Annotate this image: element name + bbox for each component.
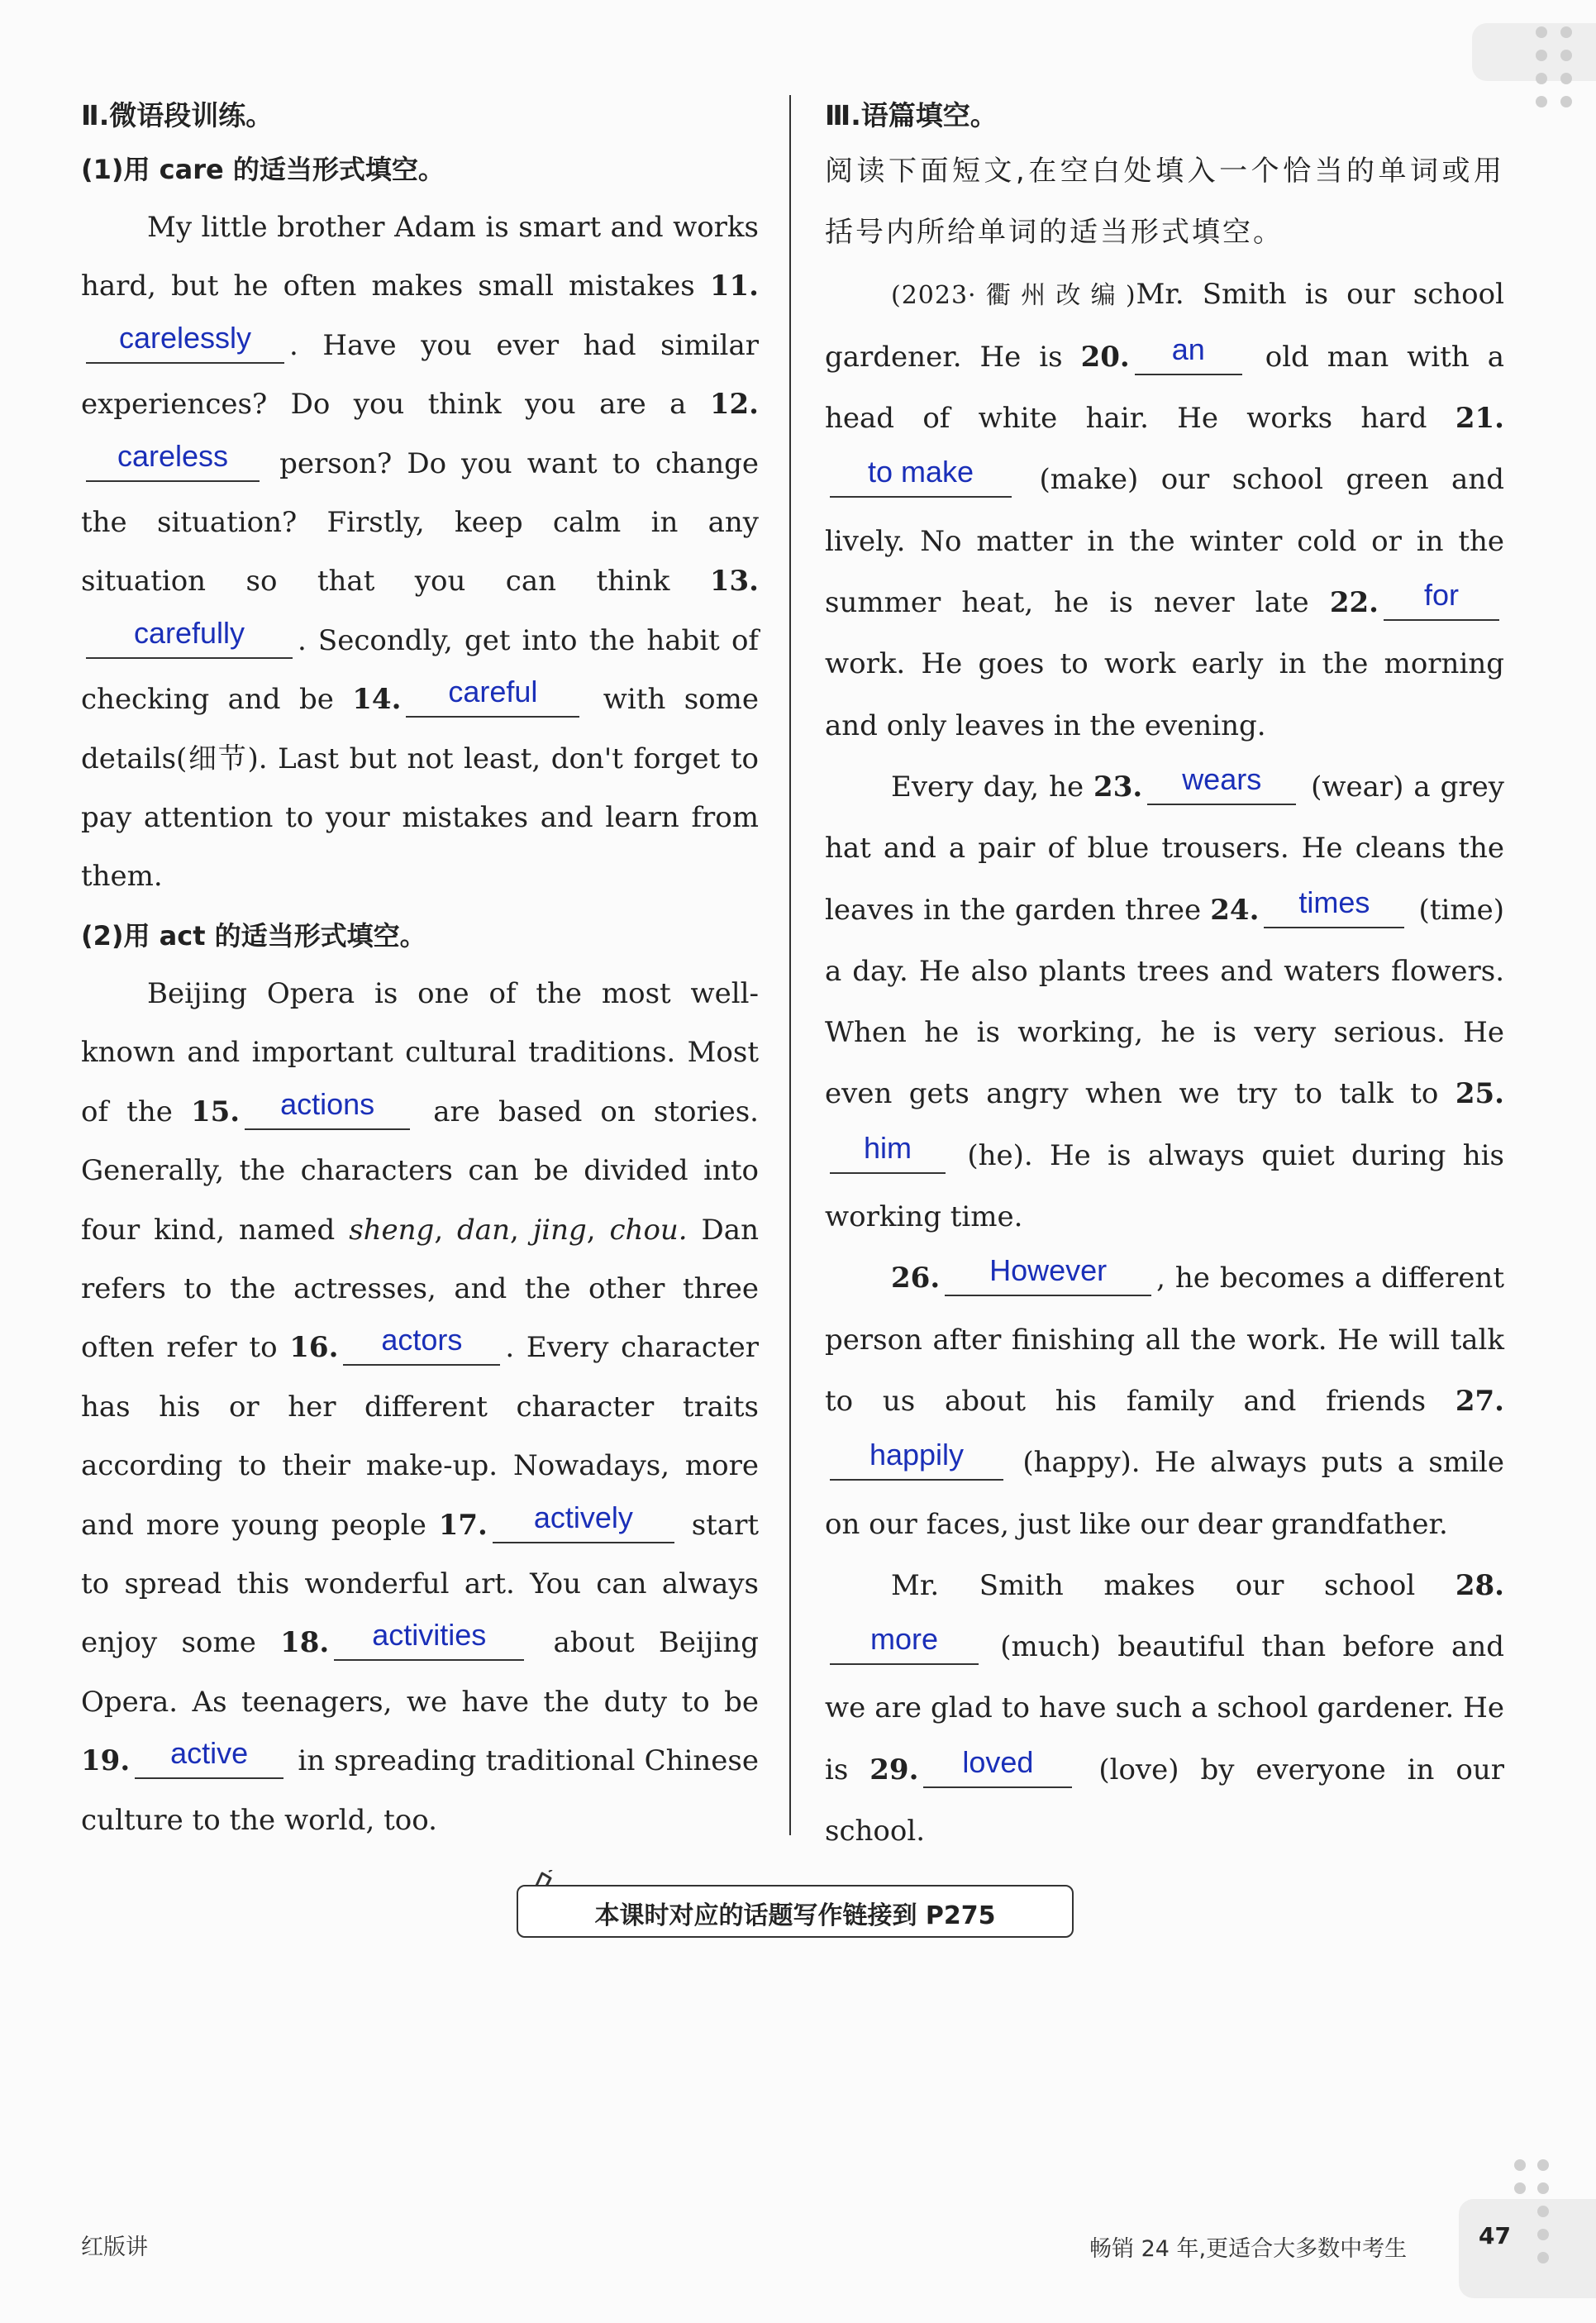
blank-28[interactable]: more: [830, 1625, 979, 1665]
blank-13[interactable]: carefully: [86, 619, 293, 659]
gardener-p3: 26. However , he becomes a different person after finishing all the work. He will talk to us about his family and friends 27.happily (happy). He always puts a smile on our faces, just like our dear grandfather.: [825, 1253, 1504, 1541]
section-title-3: Ⅲ.语篇填空。: [825, 99, 998, 131]
gardener-p4: Mr. Smith makes our school 28.more (much) beautiful than before and we are glad to have such a school gardener. He is 29. loved (love) by everyone in our school.: [825, 1568, 1504, 1848]
blank-12[interactable]: careless: [86, 442, 260, 482]
footer-brand: 红版讲: [81, 2235, 148, 2260]
blank-23[interactable]: wears: [1147, 766, 1296, 805]
blank-15[interactable]: actions: [245, 1090, 410, 1130]
banner-text: 本课时对应的话题写作链接到 P275: [594, 1901, 996, 1930]
blank-21[interactable]: to make: [830, 458, 1012, 498]
corner-tab: [1472, 23, 1596, 81]
blank-25[interactable]: him: [830, 1134, 946, 1174]
care-passage: My little brother Adam is smart and works hard, but he often makes small mistakes 11.carelessly . Have you ever had similar experiences? Do you think you are a 12.careless person? Do you want to change the situation? Firstly, keep calm in any situation so that you can think 13.carefully . Secondly, get into the habit of checking and be 14. careful with some details(细节). Last but not least, don't forget to pay attention to your mistakes and learn from them.: [81, 211, 760, 894]
page-number: 47: [1479, 2222, 1511, 2249]
part2-heading: (2)用 act 的适当形式填空。: [81, 919, 426, 952]
blank-17[interactable]: actively: [493, 1504, 674, 1543]
blank-19[interactable]: active: [135, 1739, 283, 1779]
blank-16[interactable]: actors: [343, 1326, 500, 1366]
blank-27[interactable]: happily: [830, 1441, 1003, 1481]
act-passage: Beijing Opera is one of the most well-known and important cultural traditions. Most of the 15. actions are based on stories. Generally, the characters can be divided into four kind, named sheng, dan, jing, chou. Dan refers to the actresses, and the other three often refer to 16. actors . Every character has his or her different character traits according to their make-up. Nowadays, more and more young people 17. actively start to spread this wonderful art. You can always enjoy some 18. activities about Beijing Opera. As teenagers, we have the duty to be 19. active in spreading traditional Chinese culture to the world, too.: [81, 976, 759, 1837]
section-title-2: Ⅱ.微语段训练。: [81, 99, 274, 131]
part1-heading: (1)用 care 的适当形式填空。: [81, 154, 445, 185]
blank-14[interactable]: careful: [406, 678, 579, 718]
instructions: 阅读下面短文,在空白处填入一个恰当的单词或用括号内所给单词的适当形式填空。: [825, 155, 1504, 250]
writing-link-banner[interactable]: [517, 1885, 1074, 1938]
right-column: [825, 91, 1504, 1862]
gardener-p2: Every day, he 23. wears (wear) a grey hat and a pair of blue trousers. He cleans the leaves in the garden three 24. times (time) a day. He also plants trees and waters flowers. When he is working, he is very serious. He even gets angry when we try to talk to 25.him (he). He is always quiet during his working time.: [825, 761, 1504, 1234]
footer-slogan: 畅销 24 年,更适合大多数中考生: [1089, 2236, 1408, 2262]
gardener-p1: (2023·衢州改编)Mr. Smith is our school gardener. He is 20. an old man with a head of white hair. He works hard 21.to make (make) our school green and lively. No matter in the winter cold or in the summer heat, he is never late 22. for work. He goes to work early in the morning and only leaves in the evening.: [825, 277, 1504, 742]
blank-26[interactable]: However: [945, 1257, 1151, 1296]
blank-24[interactable]: times: [1264, 889, 1404, 928]
blank-22[interactable]: for: [1384, 581, 1499, 621]
column-divider: [789, 95, 791, 1835]
blank-11[interactable]: carelessly: [86, 324, 284, 364]
left-column: [81, 91, 759, 1850]
blank-18[interactable]: activities: [334, 1621, 524, 1661]
blank-20[interactable]: an: [1135, 336, 1242, 375]
blank-29[interactable]: loved: [923, 1748, 1072, 1788]
source-note: (2023·衢州改编): [891, 280, 1136, 310]
